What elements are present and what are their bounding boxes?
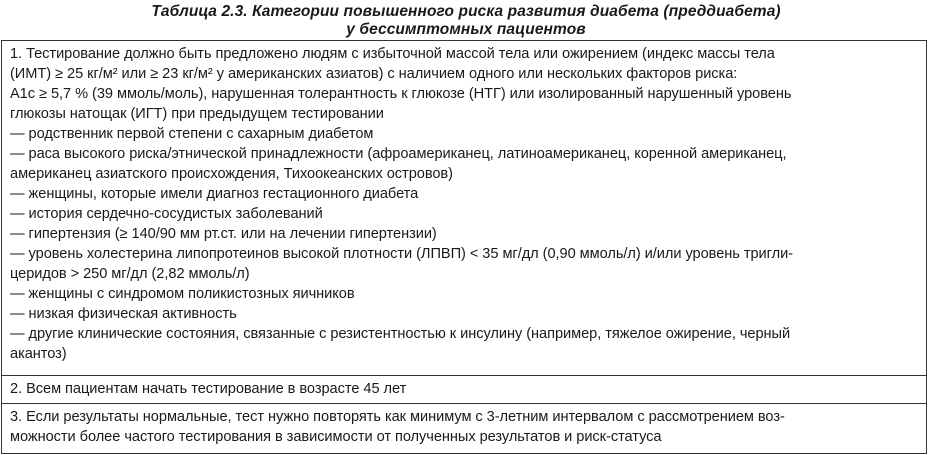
table-row-1-line: A1c ≥ 5,7 % (39 ммоль/моль), нарушенная толерантность к глюкозе (НТГ) или изолированный нарушенный уровень xyxy=(10,86,792,102)
table-row-3-line: 3. Если результаты нормальные, тест нужно повторять как минимум с 3-летним интервалом с рассмотрением воз- xyxy=(10,409,785,425)
table-row-1-line: — раса высокого риска/этнической принадлежности (афроамериканец, латиноамериканец, коренной американец, xyxy=(10,146,787,162)
table-row-1-line: 1. Тестирование должно быть предложено людям с избыточной массой тела или ожирением (индекс массы тела xyxy=(10,46,775,62)
table-caption xyxy=(0,3,932,39)
caption-line-2: у бессимптомных пациентов xyxy=(346,21,586,38)
table-row-1-line: — уровень холестерина липопротеинов высокой плотности (ЛПВП) < 35 мг/дл (0,90 ммоль/л) и/или уровень тригли- xyxy=(10,246,793,262)
table-row-3 xyxy=(2,403,926,453)
table-row-1 xyxy=(2,41,926,375)
table-row-1-line: — женщины, которые имели диагноз гестационного диабета xyxy=(10,186,419,202)
table-row-2 xyxy=(2,375,926,403)
risk-categories-table xyxy=(1,40,927,454)
table-row-1-line: — другие клинические состояния, связанные с резистентностью к инсулину (например, тяжелое ожирение, черный xyxy=(10,326,791,342)
table-row-1-line: — родственник первой степени с сахарным диабетом xyxy=(10,126,374,142)
table-row-1-line: глюкозы натощак (ИГТ) при предыдущем тестировании xyxy=(10,106,384,122)
caption-line-1: Таблица 2.3. Категории повышенного риска развития диабета (преддиабета) xyxy=(151,3,781,20)
table-row-1-line: американец азиатского происхождения, Тихоокеанских островов) xyxy=(10,166,453,182)
table-row-3-line: можности более частого тестирования в зависимости от полученных результатов и риск-статуса xyxy=(10,429,662,445)
table-row-1-line: — женщины с синдромом поликистозных яичников xyxy=(10,286,355,302)
table-row-2-line: 2. Всем пациентам начать тестирование в возрасте 45 лет xyxy=(10,381,407,397)
table-row-1-line: акантоз) xyxy=(10,346,67,362)
table-row-1-line: — гипертензия (≥ 140/90 мм рт.ст. или на лечении гипертензии) xyxy=(10,226,437,242)
table-row-1-line: — низкая физическая активность xyxy=(10,306,237,322)
table-row-1-line: церидов > 250 мг/дл (2,82 ммоль/л) xyxy=(10,266,250,282)
table-row-1-line: — история сердечно-сосудистых заболеваний xyxy=(10,206,323,222)
table-row-1-line: (ИМТ) ≥ 25 кг/м² или ≥ 23 кг/м² у американских азиатов) с наличием одного или нескольких факторов риска: xyxy=(10,66,738,82)
